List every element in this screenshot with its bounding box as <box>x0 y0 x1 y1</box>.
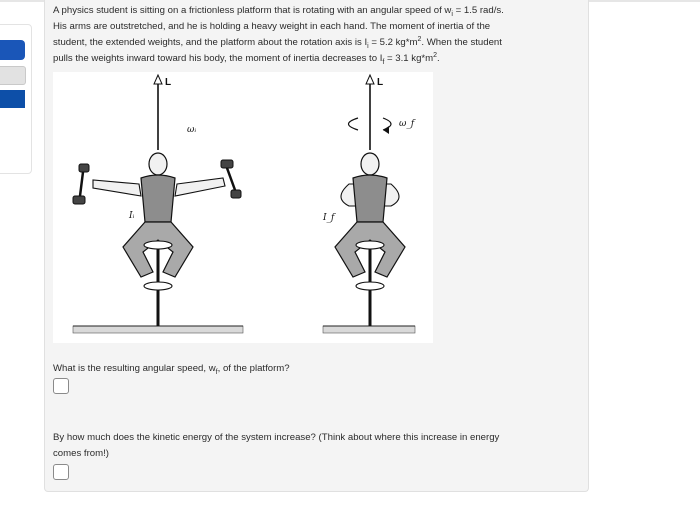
intro-line-4: pulls the weights inward toward his body, the moment of inertia decreases to $I_f = 3.1$ $kg*m^2$. <box>53 51 440 66</box>
intro-line-1: A physics student is sitting on a frictionless platform that is rotating with an angular speed of $w_i = 1.5$ rad/s. <box>53 5 504 18</box>
question-intro <box>53 3 573 67</box>
rotating-student-figure <box>53 72 433 343</box>
student-arms-extended <box>73 75 241 326</box>
side-nav-tab[interactable] <box>0 90 25 108</box>
intro-line-3: student, the extended weights, and the platform about the rotation axis is $I_i = 5.2$ $kg*m^2$. When the student <box>53 35 502 50</box>
omega-label-left: ωᵢ <box>187 125 197 135</box>
part2-line-2: comes from!) <box>53 448 109 459</box>
axis-label-right: L <box>377 77 384 88</box>
part2-question <box>53 430 573 462</box>
side-nav-tab[interactable] <box>0 66 26 85</box>
figure-illustration <box>53 72 433 343</box>
inertia-label-right: I_f <box>323 213 335 223</box>
part2-line-1: By how much does the kinetic energy of the system increase? (Think about where this increase in energy <box>53 432 500 443</box>
ground-right <box>323 326 415 333</box>
side-nav-tab-active[interactable] <box>0 40 25 60</box>
ground-left <box>73 326 243 333</box>
omega-label-right: ω_f <box>399 119 415 129</box>
part1-answer-input[interactable] <box>53 378 69 394</box>
intro-line-2: His arms are outstretched, and he is holding a heavy weight in each hand. The moment of inertia of the <box>53 21 491 32</box>
part1-question: What is the resulting angular speed, $w_f$, of the platform? <box>53 363 290 376</box>
part2-answer-input[interactable] <box>53 464 69 480</box>
student-arms-pulled-in <box>322 75 416 326</box>
inertia-label-left: Iᵢ <box>129 211 135 221</box>
axis-label-left: L <box>165 77 172 88</box>
